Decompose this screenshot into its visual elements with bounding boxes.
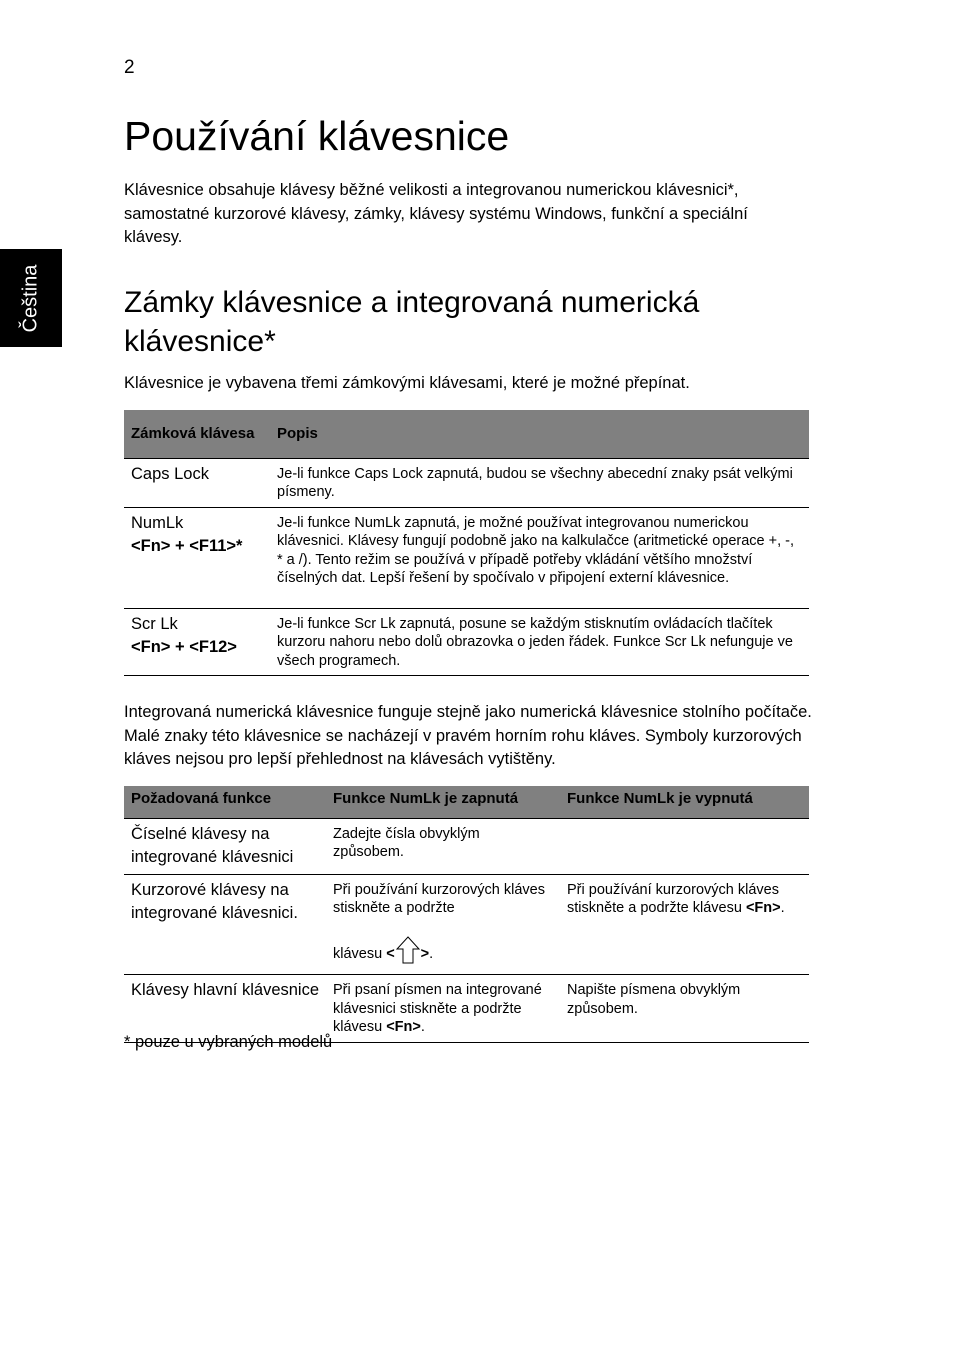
key-combo: <Fn> + <F11>* — [131, 536, 243, 555]
key-description: Je-li funkce Scr Lk zapnutá, posune se každým stisknutím ovládacích tlačítek kurzoru nahoru nebo dolů obrazovka o jeden řádek. Funkce Scr Lk nefunguje ve všech programech. — [270, 608, 809, 676]
lock-keys-table — [124, 410, 809, 676]
section-lead: Klávesnice je vybavena třemi zámkovými klávesami, které je možné přepínat. — [124, 374, 690, 392]
table-header-row — [124, 786, 809, 818]
intro-paragraph: Klávesnice obsahuje klávesy běžné velikosti a integrovanou numerickou klávesnici*, samostatné kurzorové klávesy, zámky, klávesy systému Windows, funkční a speciální klávesy. — [124, 181, 748, 246]
instruction-text: Při psaní písmen na integrované klávesnici stiskněte a podržte klávesu — [333, 982, 542, 1035]
key-name: Caps Lock — [131, 464, 209, 483]
page-title: Používání klávesnice — [124, 113, 510, 159]
key-suffix: . — [429, 945, 434, 962]
table-row — [124, 608, 809, 676]
key-combo: <Fn> + <F12> — [131, 637, 237, 656]
column-header-numlk-off: Funkce NumLk je vypnutá — [560, 786, 809, 818]
numlk-off-cell — [560, 874, 809, 975]
table-row — [124, 874, 809, 975]
instruction-text: Při používání kurzorových kláves stiskněte a podržte klávesu — [567, 881, 779, 916]
shift-arrow-icon — [396, 936, 420, 970]
key-label: <Fn> — [745, 900, 781, 916]
key-name-cell — [124, 458, 270, 507]
numlk-on-cell — [326, 874, 560, 975]
column-header-description: Popis — [270, 410, 809, 458]
section-heading: Zámky klávesnice a integrovaná numerická klávesnice* — [124, 286, 700, 358]
key-close-bracket: > — [420, 945, 430, 962]
key-label: <Fn> — [386, 1019, 421, 1035]
table-row — [124, 507, 809, 608]
numlk-on-cell — [326, 975, 560, 1043]
key-name-cell — [124, 507, 270, 608]
key-name: Scr Lk — [131, 614, 178, 633]
column-header-numlk-on: Funkce NumLk je zapnutá — [326, 786, 560, 818]
numpad-table — [124, 786, 809, 1043]
instruction-text: Při používání kurzorových kláves stiskněte a podržte — [333, 881, 545, 916]
key-description: Je-li funkce NumLk zapnutá, je možné používat integrovanou numerickou klávesnici. Klávesy fungují podobně jako na kalkulačce (aritmetické operace +, -, * a /). Tento režim se používá v případě potřeby vkládání většího množství číselných dat. Lepší řešení by spočívalo v připojení externí klávesnice. — [270, 507, 809, 608]
page-number: 2 — [124, 57, 135, 78]
footnote: * pouze u vybraných modelů — [124, 1033, 333, 1051]
numpad-paragraph: Integrovaná numerická klávesnice funguje stejně jako numerická klávesnice stolního počítače. Malé znaky této klávesnice se nacházejí v pravém horním rohu kláves. Symboly kurzorových kláves nejsou pro lepší přehlednost na klávesách vytištěny. — [124, 703, 812, 768]
key-name: NumLk — [131, 513, 184, 532]
column-header-function: Požadovaná funkce — [124, 786, 326, 818]
key-prefix: klávesu — [333, 945, 387, 962]
numlk-on-cell: Zadejte čísla obvyklým způsobem. — [326, 818, 560, 874]
language-tab — [0, 249, 62, 347]
key-suffix: . — [420, 1019, 425, 1035]
function-cell: Klávesy hlavní klávesnice — [124, 975, 326, 1043]
numlk-off-cell — [560, 818, 809, 874]
key-open-bracket: < — [386, 945, 395, 962]
key-description: Je-li funkce Caps Lock zapnutá, budou se všechny abecední znaky psát velkými písmeny. — [270, 458, 809, 507]
table-header-row — [124, 410, 809, 458]
key-suffix: . — [780, 900, 785, 916]
table-row — [124, 975, 809, 1043]
key-name-cell — [124, 608, 270, 676]
function-cell: Kurzorové klávesy na integrované klávesnici. — [124, 874, 326, 975]
column-header-key: Zámková klávesa — [124, 410, 270, 458]
table-row — [124, 458, 809, 507]
function-cell: Číselné klávesy na integrované klávesnici — [124, 818, 326, 874]
table-row — [124, 818, 809, 874]
language-tab-label: Čeština — [19, 264, 42, 332]
numlk-off-cell: Napište písmena obvyklým způsobem. — [560, 975, 809, 1043]
